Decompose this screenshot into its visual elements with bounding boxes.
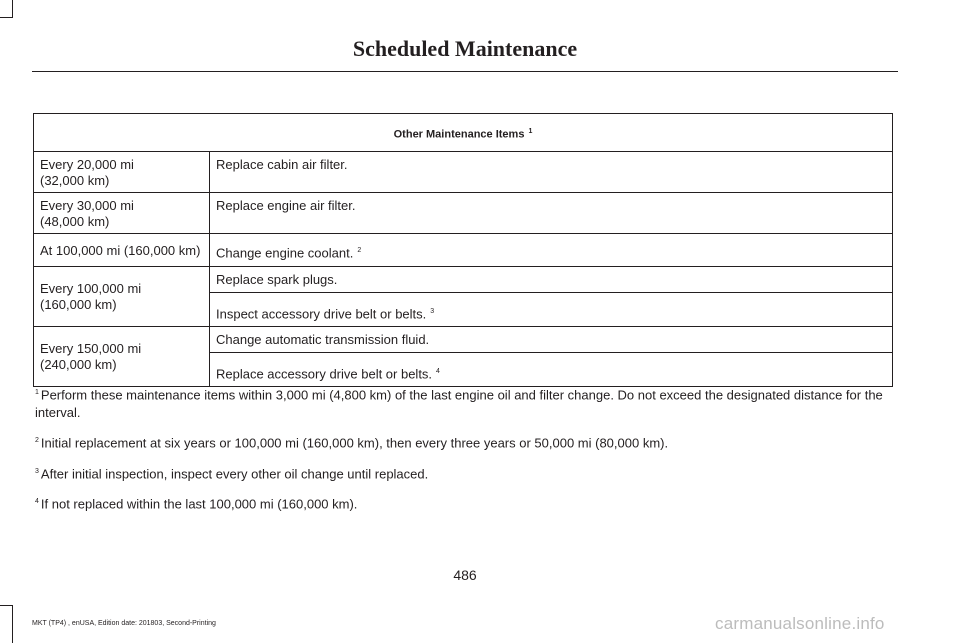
action-cell: Replace spark plugs. [210,267,893,293]
footnote-ref: 1 [528,128,533,136]
table-row [34,152,893,193]
action-cell: Change engine coolant. $^2$ [210,234,893,267]
table-header-row [34,114,893,152]
action-cell: Replace engine air filter. [210,193,893,234]
page-title: Scheduled Maintenance [352,36,578,61]
footnote: $^4$ If not replaced within the last 100,000 mi (160,000 km). [35,496,358,512]
footnote-ref: 4 [436,368,440,375]
interval-cell: Every 100,000 mi (160,000 km) [34,267,210,327]
page-number: 486 [453,567,477,583]
edition-info: MKT (TP4) , enUSA, Edition date: 201803, Second-Printing [32,620,216,627]
footnote: $^1$ Perform these maintenance items within 3,000 mi (4,800 km) of the last engine oil and filter change. Do not exceed the designated distance for the interval. [35,387,883,421]
action-cell: Replace accessory drive belt or belts. $^4$ [210,353,893,387]
interval-cell: Every 20,000 mi (32,000 km) [34,152,210,193]
table-row [34,234,893,267]
action-cell: Inspect accessory drive belt or belts. $^3$ [210,293,893,327]
crop-mark-top-left-v [12,0,13,17]
footnote-ref: 3 [430,308,435,315]
watermark: carmanualsonline.info [715,614,885,633]
crop-mark-top-left-h [0,17,13,18]
interval-cell: Every 150,000 mi (240,000 km) [34,327,210,387]
action-cell: Replace cabin air filter. [210,152,893,193]
footnote: $^3$ After initial inspection, inspect every other oil change until replaced. [35,465,429,481]
table-title: Other Maintenance Items $^1$ [34,114,893,152]
footnote: $^2$ Initial replacement at six years or 100,000 mi (160,000 km), then every three years or 50,000 mi (80,000 km). [35,435,669,451]
interval-cell: Every 30,000 mi (48,000 km) [34,193,210,234]
table-row [34,193,893,234]
title-rule [32,71,898,72]
footnotes [35,384,900,523]
table-row [34,267,893,293]
maintenance-table [33,113,893,387]
table-row [34,327,893,353]
action-cell: Change automatic transmission fluid. [210,327,893,353]
crop-mark-bottom-left-v [12,605,13,643]
footnote-ref: 2 [357,247,362,254]
interval-cell: At 100,000 mi (160,000 km) [34,234,210,267]
